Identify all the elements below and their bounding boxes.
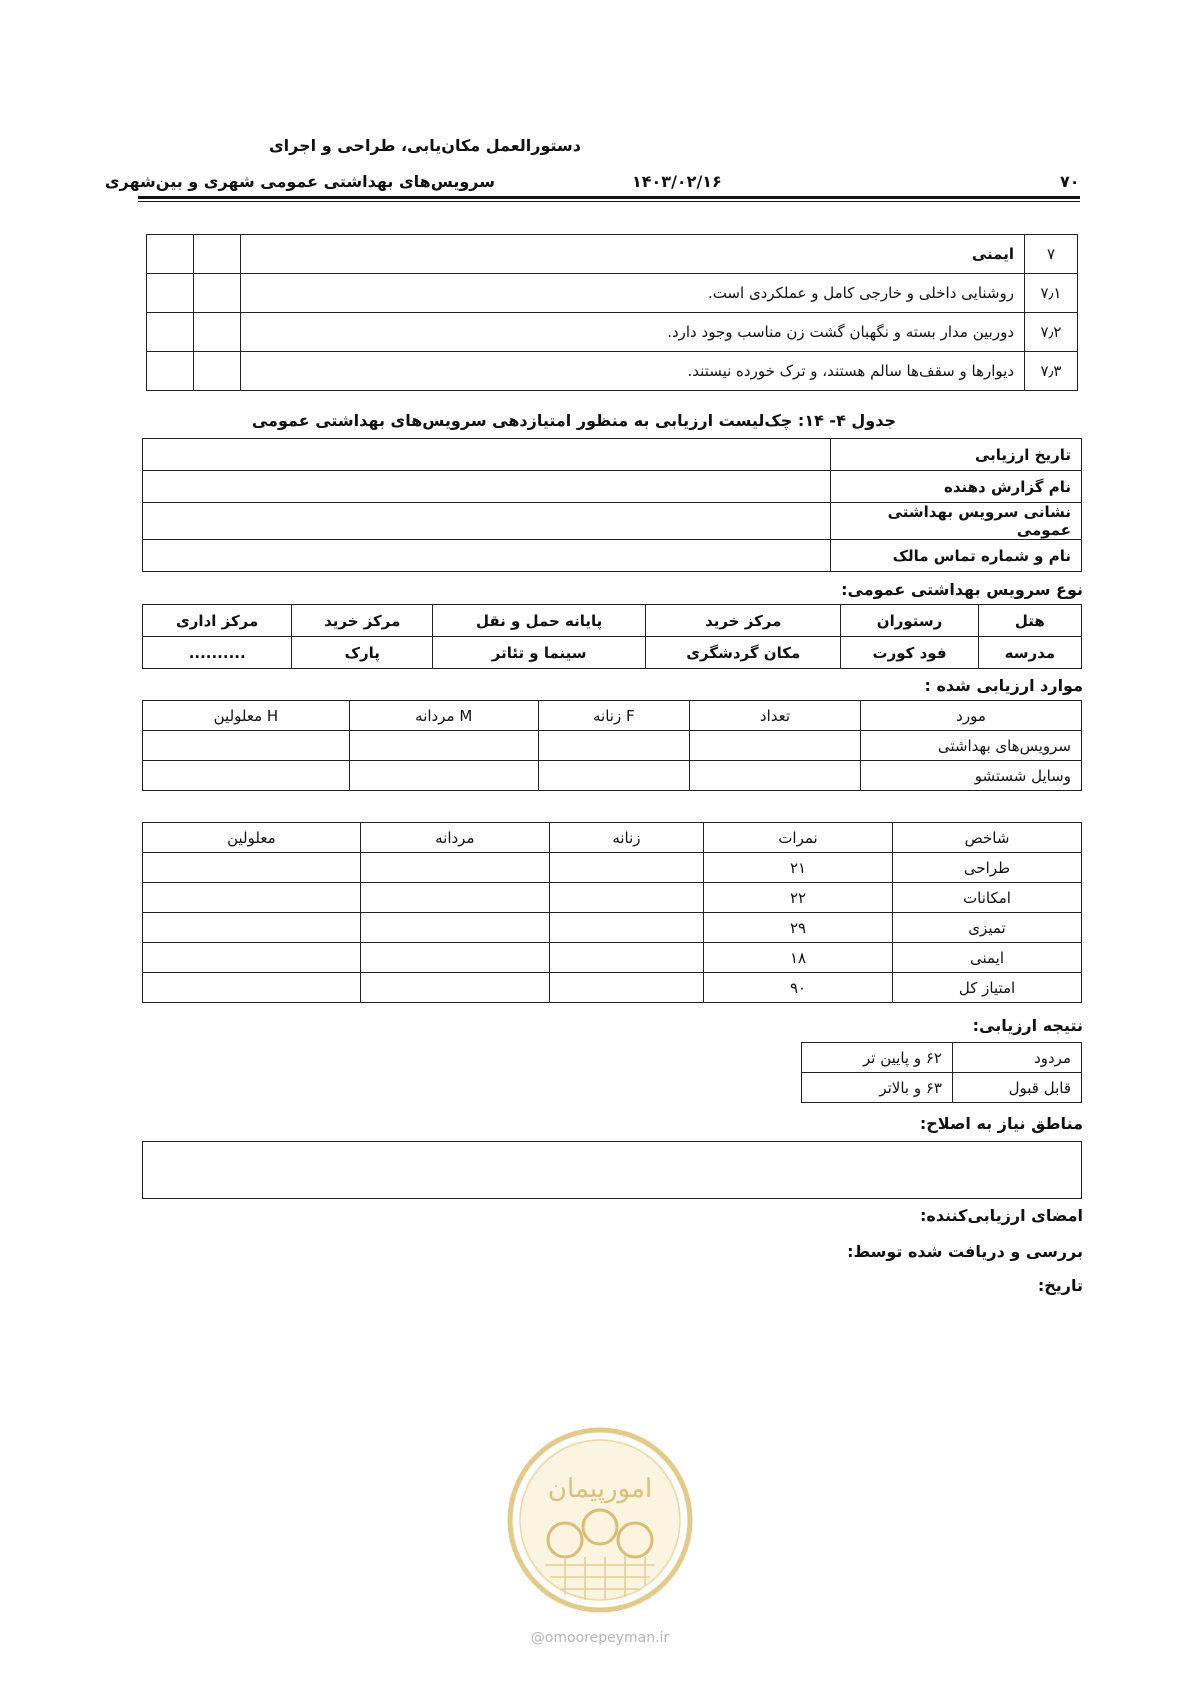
entry-cell[interactable] (360, 973, 549, 1003)
header-rule (138, 196, 1080, 199)
info-label: تاریخ ارزیابی (831, 439, 1082, 471)
row-number: ۷٫۲ (1025, 313, 1078, 352)
item-label: سرویس‌های بهداشتی (861, 731, 1082, 761)
check-cell (194, 235, 241, 274)
entry-cell[interactable] (538, 731, 689, 761)
entry-cell[interactable] (143, 913, 361, 943)
entry-cell[interactable] (549, 943, 703, 973)
score-value: ۱۸ (704, 943, 893, 973)
entry-cell[interactable] (360, 853, 549, 883)
service-type-table (142, 604, 1082, 669)
column-header: مورد (861, 701, 1082, 731)
watermark-logo (505, 1425, 695, 1615)
entry-cell[interactable] (143, 761, 350, 791)
column-header: تعداد (690, 701, 861, 731)
service-option[interactable]: پایانه حمل و نقل (433, 605, 646, 637)
check-cell (194, 352, 241, 391)
score-value: ۹۰ (704, 973, 893, 1003)
service-type-label: نوع سرویس بهداشتی عمومی: (841, 580, 1083, 599)
result-range: ۶۲ و پایین تر (802, 1043, 953, 1073)
info-value-field[interactable] (143, 503, 831, 540)
table-caption: جدول ۴- ۱۴: چک‌لیست ارزیابی به منظور امتیازدهی سرویس‌های بهداشتی عمومی (251, 411, 896, 430)
evaluated-items-table (142, 700, 1082, 791)
row-number: ۷٫۱ (1025, 274, 1078, 313)
check-cell (147, 313, 194, 352)
column-header: زنانه (549, 823, 703, 853)
check-cell (194, 313, 241, 352)
score-index: تمیزی (893, 913, 1082, 943)
watermark-url: @omoorepeyman.ir (530, 1630, 670, 1646)
service-option[interactable]: فود کورت (841, 637, 978, 669)
result-label: نتیجه ارزیابی: (972, 1016, 1083, 1035)
entry-cell[interactable] (143, 853, 361, 883)
service-option[interactable]: سینما و تئاتر (433, 637, 646, 669)
service-option[interactable]: مرکز خرید (646, 605, 841, 637)
check-cell (147, 352, 194, 391)
score-value: ۲۱ (704, 853, 893, 883)
info-value-field[interactable] (143, 439, 831, 471)
result-range: ۶۳ و بالاتر (802, 1073, 953, 1103)
service-option[interactable]: مدرسه (978, 637, 1081, 669)
column-header: معلولین (143, 823, 361, 853)
row-text: روشنایی داخلی و خارجی کامل و عملکردی است. (241, 274, 1025, 313)
info-value-field[interactable] (143, 471, 831, 503)
row-number: ۷٫۳ (1025, 352, 1078, 391)
seal-graphic (505, 1425, 695, 1615)
score-index: طراحی (893, 853, 1082, 883)
check-cell (194, 274, 241, 313)
row-text: دیوارها و سقف‌ها سالم هستند، و ترک خورده نیستند. (241, 352, 1025, 391)
result-table (801, 1042, 1082, 1103)
entry-cell[interactable] (549, 883, 703, 913)
column-header: H معلولین (143, 701, 350, 731)
entry-cell[interactable] (690, 731, 861, 761)
entry-cell[interactable] (143, 973, 361, 1003)
entry-cell[interactable] (360, 943, 549, 973)
score-index: ایمنی (893, 943, 1082, 973)
info-label: نام گزارش دهنده (831, 471, 1082, 503)
column-header: F زنانه (538, 701, 689, 731)
date-label: تاریخ: (1037, 1276, 1083, 1295)
entry-cell[interactable] (143, 883, 361, 913)
entry-cell[interactable] (549, 853, 703, 883)
score-value: ۲۹ (704, 913, 893, 943)
fix-areas-box[interactable] (142, 1141, 1082, 1199)
score-index: امتیاز کل (893, 973, 1082, 1003)
row-text: دوربین مدار بسته و نگهبان گشت زن مناسب وجود دارد. (241, 313, 1025, 352)
service-option[interactable]: پارک (292, 637, 433, 669)
service-option[interactable]: مکان گردشگری (646, 637, 841, 669)
entry-cell[interactable] (349, 761, 538, 791)
service-option[interactable]: مرکز اداری (143, 605, 292, 637)
service-option[interactable]: رستوران (841, 605, 978, 637)
info-label: نشانی سرویس بهداشتی عمومی (831, 503, 1082, 540)
header-date: ۱۴۰۳/۰۲/۱۶ (632, 172, 722, 191)
column-header: مردانه (360, 823, 549, 853)
check-cell (147, 235, 194, 274)
seal-logo-text: امورپیمان (547, 1474, 653, 1504)
service-option[interactable]: .......... (143, 637, 292, 669)
entry-cell[interactable] (143, 943, 361, 973)
evaluated-items-label: موارد ارزیابی شده : (924, 676, 1083, 695)
score-value: ۲۲ (704, 883, 893, 913)
item-label: وسایل شستشو (861, 761, 1082, 791)
header-title-line2: سرویس‌های بهداشتی عمومی شهری و بین‌شهری (104, 172, 495, 191)
row-text: ایمنی (241, 235, 1025, 274)
entry-cell[interactable] (538, 761, 689, 791)
score-table (142, 822, 1082, 1003)
column-header: نمرات (704, 823, 893, 853)
result-status: مردود (953, 1043, 1082, 1073)
column-header: شاخص (893, 823, 1082, 853)
evaluator-signature-label: امضای ارزیابی‌کننده: (920, 1206, 1083, 1225)
reviewed-by-label: بررسی و دریافت شده توسط: (847, 1242, 1083, 1261)
entry-cell[interactable] (690, 761, 861, 791)
score-index: امکانات (893, 883, 1082, 913)
page-number: ۷۰ (1060, 172, 1080, 191)
entry-cell[interactable] (143, 731, 350, 761)
info-value-field[interactable] (143, 540, 831, 572)
entry-cell[interactable] (360, 913, 549, 943)
safety-table (146, 234, 1078, 391)
service-option[interactable]: مرکز خرید (292, 605, 433, 637)
column-header: M مردانه (349, 701, 538, 731)
entry-cell[interactable] (349, 731, 538, 761)
check-cell (147, 274, 194, 313)
row-number: ۷ (1025, 235, 1078, 274)
header-title-line1: دستورالعمل مکان‌یابی، طراحی و اجرای (269, 136, 581, 155)
entry-cell[interactable] (360, 883, 549, 913)
fix-areas-label: مناطق نیاز به اصلاح: (919, 1114, 1083, 1133)
info-label: نام و شماره تماس مالک (831, 540, 1082, 572)
info-table (142, 438, 1082, 572)
service-option[interactable]: هتل (978, 605, 1081, 637)
result-status: قابل قبول (953, 1073, 1082, 1103)
entry-cell[interactable] (549, 913, 703, 943)
entry-cell[interactable] (549, 973, 703, 1003)
header-rule-thin (138, 201, 1080, 202)
